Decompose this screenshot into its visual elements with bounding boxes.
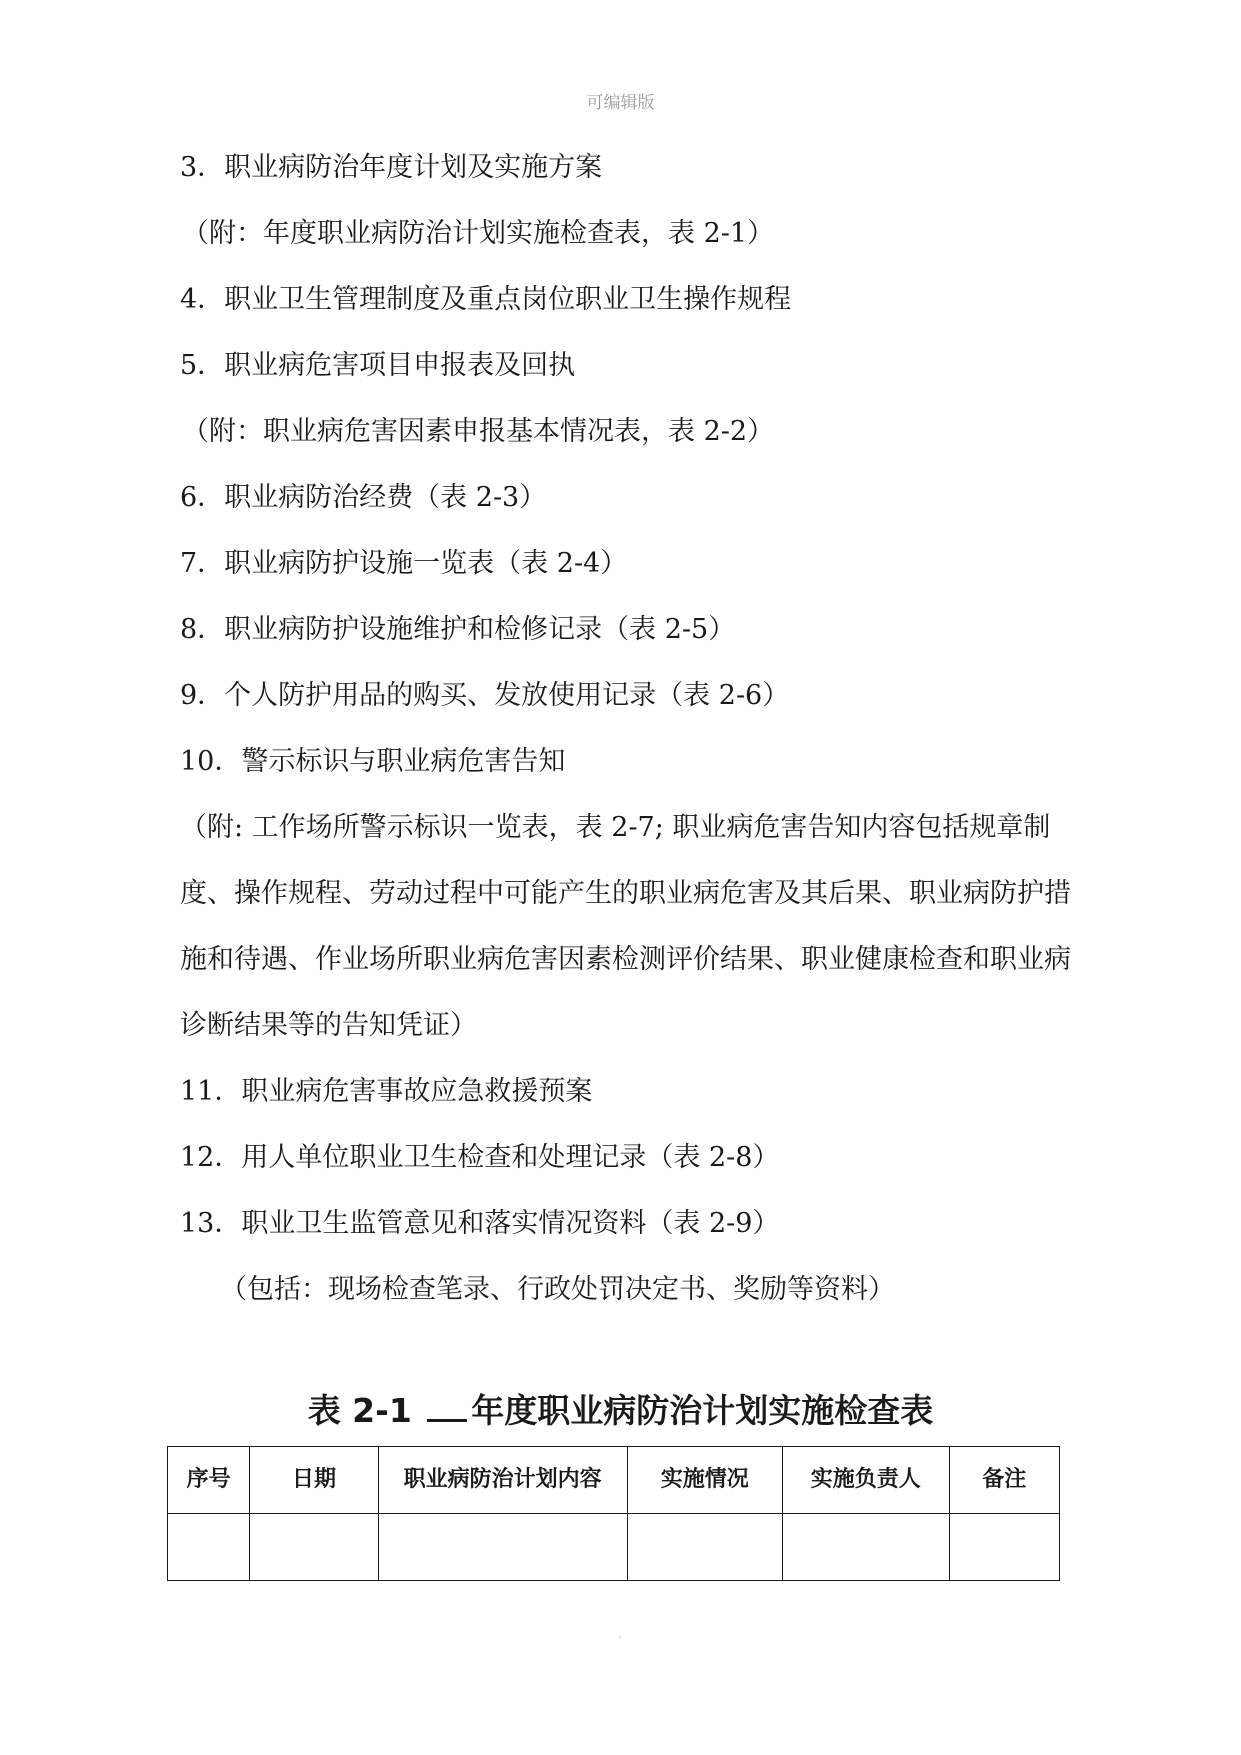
plan-check-table [167, 1446, 1060, 1581]
column-header: 备注 [949, 1447, 1059, 1514]
table-cell[interactable] [168, 1514, 250, 1581]
document-body [180, 135, 1080, 1323]
list-item: 9．个人防护用品的购买、发放使用记录（表 2-6） [180, 680, 790, 711]
column-header: 职业病防治计划内容 [378, 1447, 627, 1514]
list-item: 4．职业卫生管理制度及重点岗位职业卫生操作规程 [180, 284, 792, 315]
column-header: 实施负责人 [783, 1447, 950, 1514]
list-item: 12．用人单位职业卫生检查和处理记录（表 2-8） [180, 1142, 780, 1173]
table-cell[interactable] [949, 1514, 1059, 1581]
notice-paragraph: （附: 工作场所警示标识一览表，表 2-7; 职业病危害告知内容包括规章制度、操作规程、劳动过程中可能产生的职业病危害及其后果、职业病防护措施和待遇、作业场所职业病危害因素检测评价结果、职业健康检查和职业病诊断结果等的告知凭证） [180, 812, 1071, 1041]
table-title-suffix: 年度职业病防治计划实施检查表 [471, 1391, 934, 1430]
column-header: 日期 [250, 1447, 378, 1514]
list-item: 11．职业病危害事故应急救援预案 [180, 1076, 593, 1107]
list-item: 5．职业病危害项目申报表及回执 [180, 350, 576, 381]
year-blank [427, 1397, 467, 1422]
list-item: 8．职业病防护设施维护和检修记录（表 2-5） [180, 614, 736, 645]
list-item: 6．职业病防治经费（表 2-3） [180, 482, 547, 513]
column-header: 序号 [168, 1447, 250, 1514]
table-header-row [168, 1447, 1060, 1514]
table-cell[interactable] [783, 1514, 950, 1581]
list-item: 10．警示标识与职业病危害告知 [180, 746, 566, 777]
table-cell[interactable] [250, 1514, 378, 1581]
table-title-prefix: 表 2-1 [307, 1391, 412, 1430]
list-note: （附：职业病危害因素申报基本情况表，表 2-2） [182, 416, 775, 447]
list-note: （包括：现场检查笔录、行政处罚决定书、奖励等资料） [220, 1274, 895, 1305]
page-header: 可编辑版 [586, 93, 655, 113]
page-footer: . [618, 1630, 622, 1641]
list-item: 3．职业病防治年度计划及实施方案 [180, 152, 603, 183]
table-cell[interactable] [378, 1514, 627, 1581]
table-cell[interactable] [627, 1514, 783, 1581]
column-header: 实施情况 [627, 1447, 783, 1514]
list-item: 13．职业卫生监管意见和落实情况资料（表 2-9） [180, 1208, 780, 1239]
list-note: （附：年度职业病防治计划实施检查表，表 2-1） [182, 218, 775, 249]
list-item: 7．职业病防护设施一览表（表 2-4） [180, 548, 628, 579]
table-row [168, 1514, 1060, 1581]
table-title [0, 1385, 1241, 1432]
